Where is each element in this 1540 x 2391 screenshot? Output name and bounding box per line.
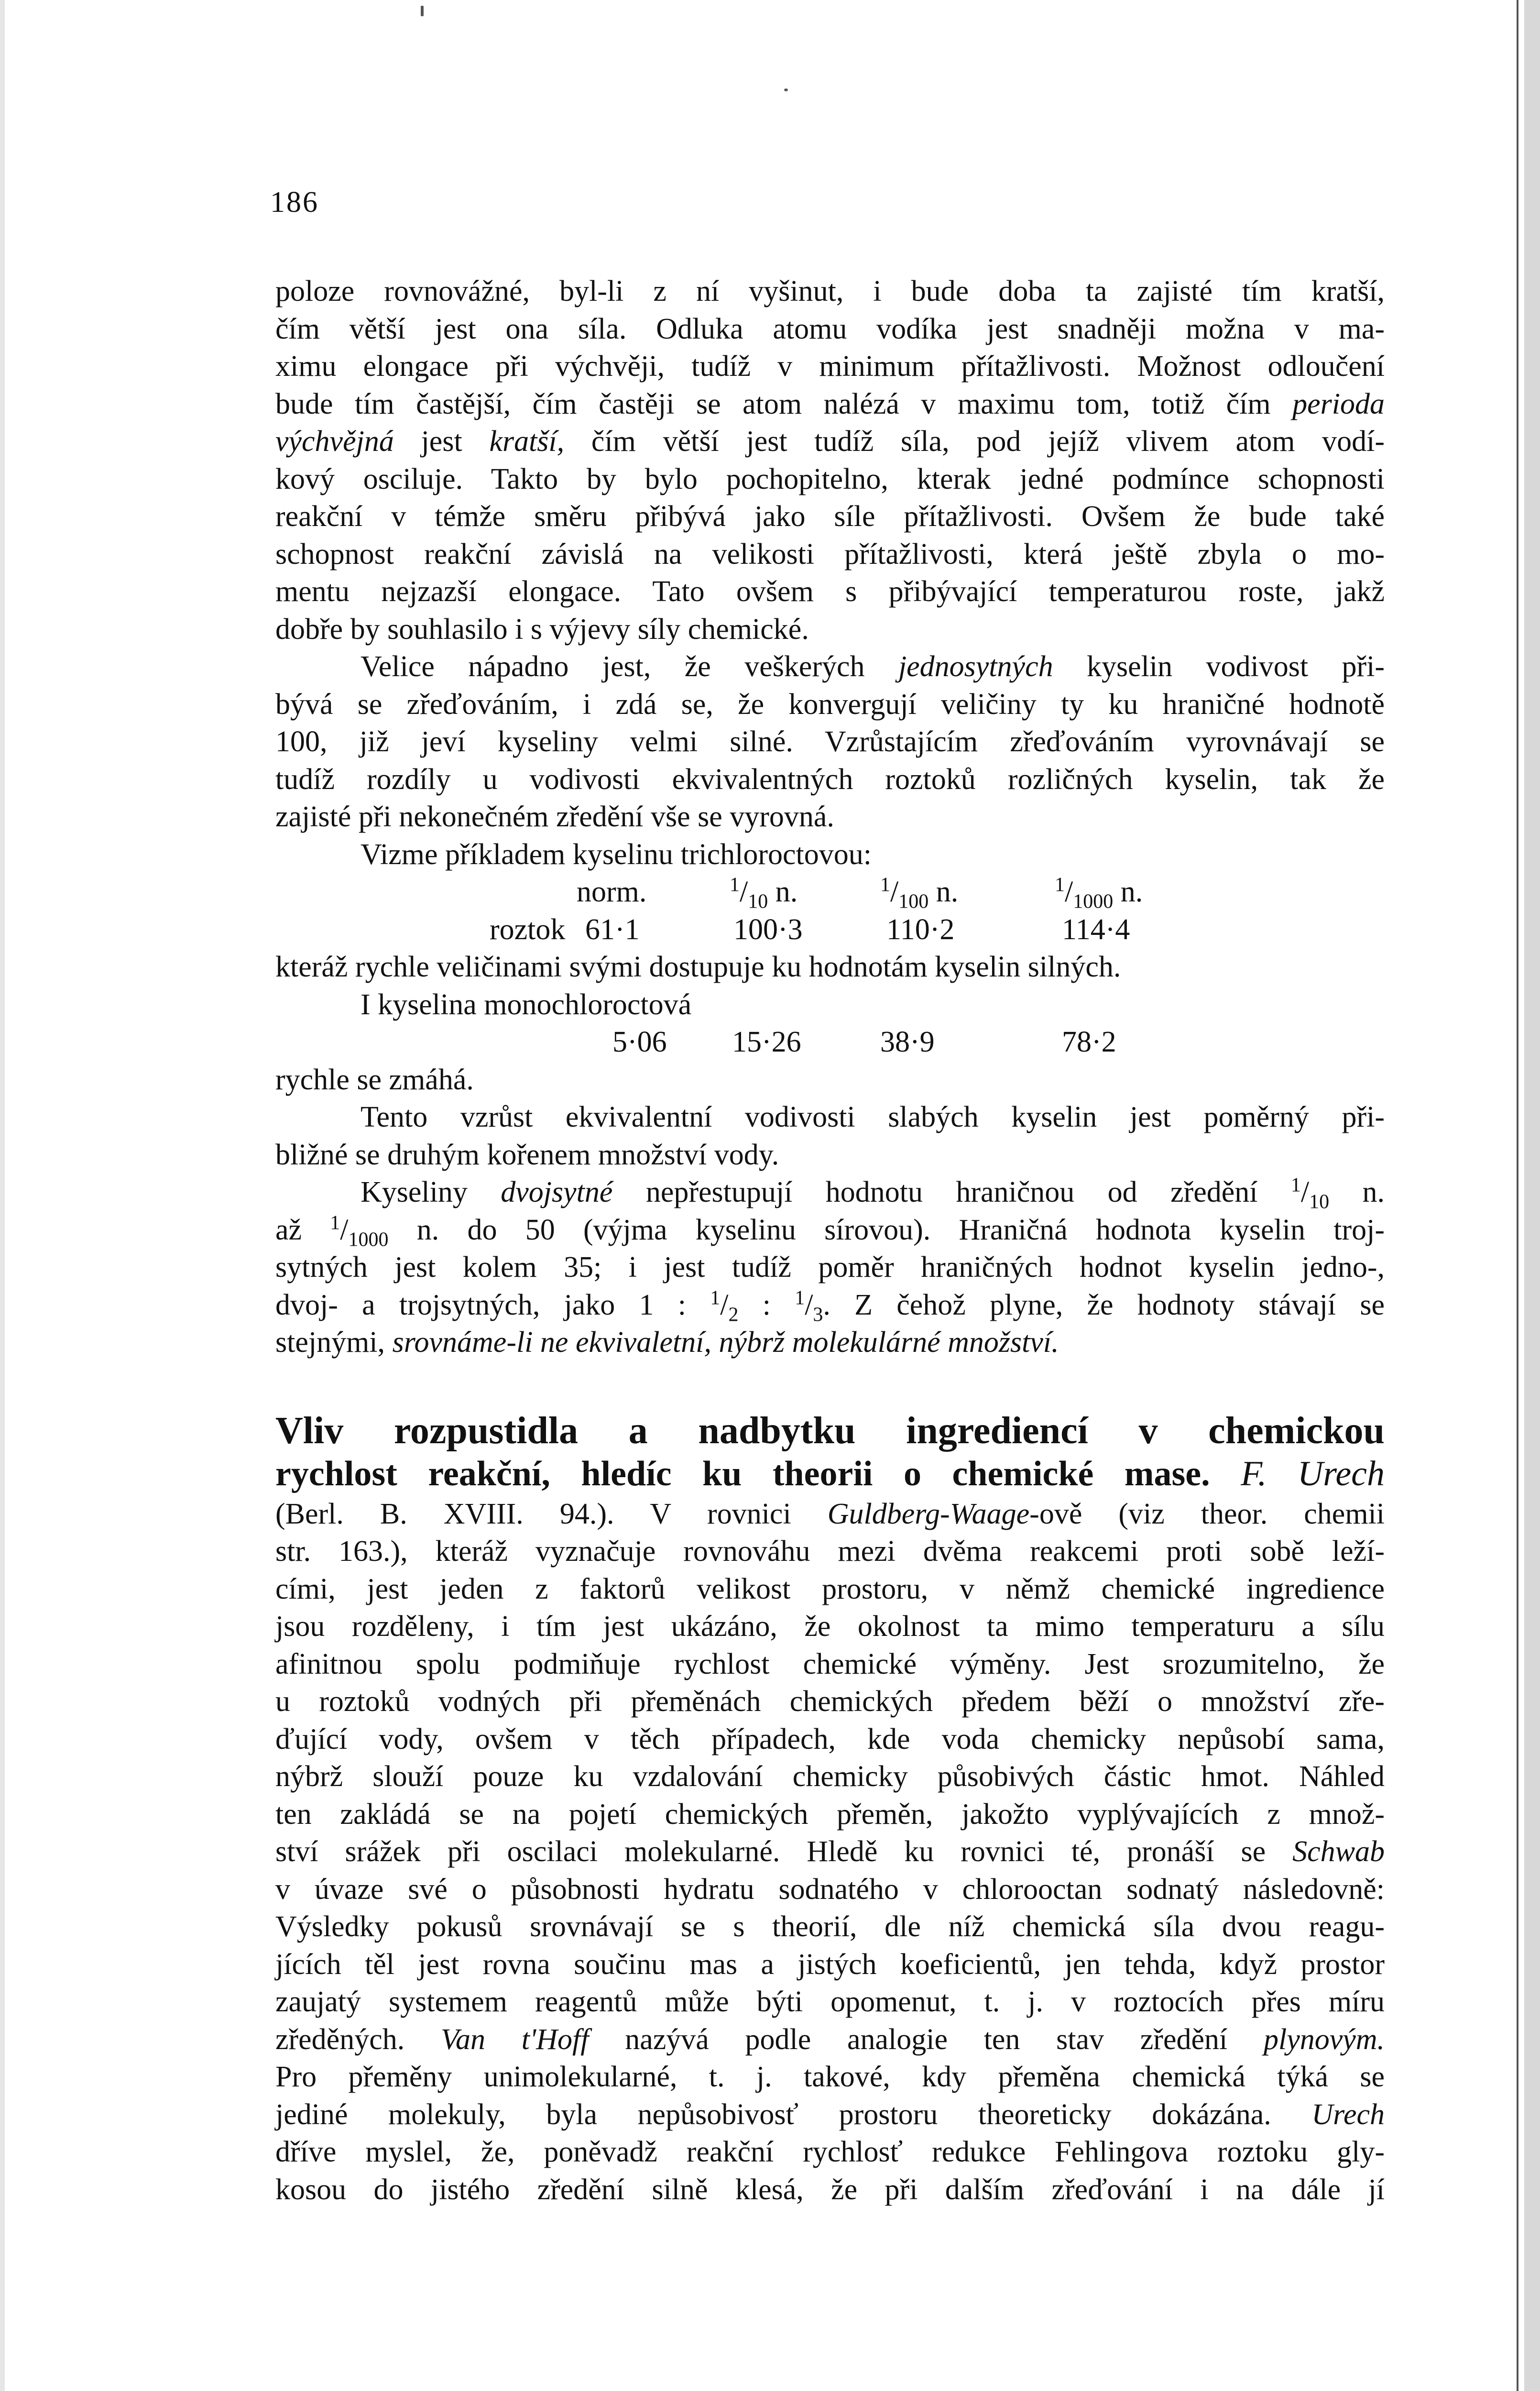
emphasis: Urech: [1311, 2098, 1385, 2131]
emphasis: dvojsytné: [501, 1176, 613, 1208]
text-line: str. 163.), kteráž vyznačuje rovnováhu mezi dvěma reakcemi proti sobě leží-: [275, 1535, 1385, 1568]
text-line: dříve myslel, že, poněvadž reakční rychlosť redukce Fehlingova roztoku gly-: [275, 2136, 1385, 2168]
text-line: kteráž rychle veličinami svými dostupuje ku hodnotám kyselin silných.: [275, 951, 1121, 983]
text-run: zředěných.: [275, 2023, 405, 2056]
text-line: ten zakládá se na pojetí chemických přeměn, jakožto vyplývajících z množ-: [275, 1798, 1385, 1831]
emphasis: výchvějná: [275, 425, 394, 458]
text-line: ďující vody, ovšem v těch případech, kde voda chemicky nepůsobí sama,: [275, 1722, 1385, 1755]
text-line: rychle se zmáhá.: [275, 1063, 474, 1096]
scan-speck: [784, 88, 788, 91]
emphasis: Guldberg-Waage: [827, 1497, 1030, 1530]
text-line: dobře by souhlasilo i s výjevy síly chemické.: [275, 613, 809, 646]
text-line: tudíž rozdíly u vodivosti ekvivalentných roztoků rozličných kyselin, tak že: [275, 763, 1385, 796]
table-cell: norm.: [577, 876, 647, 908]
table-cell: 110·2: [886, 913, 955, 946]
text-line: zaujatý systemem reagentů může býti opomenut, t. j. v roztocích přes míru: [275, 1985, 1385, 2018]
text-line: 100, již jeví kyseliny velmi silné. Vzrůstajícím zřeďováním vyrovnávají se: [275, 725, 1385, 758]
text-run: stejnými,: [275, 1326, 385, 1359]
table-header-row: [275, 873, 1385, 911]
text-line: cími, jest jeden z faktorů velikost prostoru, v němž chemické ingredience: [275, 1572, 1385, 1605]
text-line: ximu elongace při výchvěji, tudíž v minimum přítažlivosti. Možnost odloučení: [275, 350, 1385, 383]
text-line: Vizme příkladem kyselinu trichloroctovou:: [360, 838, 872, 871]
text-run: kyselin vodivost při-: [1087, 650, 1385, 683]
table-row: [275, 1023, 1385, 1061]
table-cell: $^1/_{100}$ n.: [880, 874, 959, 913]
author: F. Urech: [1241, 1454, 1385, 1493]
emphasis: perioda: [1292, 387, 1385, 420]
section-heading-text: rychlost reakční, hledíc ku theorii o chemické mase.: [275, 1454, 1210, 1493]
text-line: nýbrž slouží pouze ku vzdalování chemicky působivých částic hmot. Náhled: [275, 1760, 1385, 1793]
scan-right-rule: [1517, 0, 1518, 2391]
text-line: [275, 1495, 1385, 1533]
text-line: [275, 1833, 1385, 1871]
text-line: čím větší jest ona síla. Odluka atomu vodíka jest snadněji možna v ma-: [275, 312, 1385, 345]
text-line: dvoj- a trojsytných, jako 1 : $^1/_2$ : $^1/_3$. Z čehož plyne, že hodnoty stávají se: [275, 1286, 1385, 1326]
text-line: I kyselina monochloroctová: [360, 988, 692, 1021]
text-run: (Berl. B. XVIII. 94.). V rovnici: [275, 1497, 791, 1530]
text-line: mentu nejzazší elongace. Tato ovšem s přibývající temperaturou roste, jakž: [275, 575, 1385, 608]
text-run: Kyseliny: [360, 1176, 468, 1208]
text-line: až $^1/_{1000}$ n. do 50 (výjma kyselinu sírovou). Hraničná hodnota kyselin troj-: [275, 1211, 1385, 1250]
table-cell: 100·3: [733, 913, 803, 946]
text-run: -ově (viz theor. chemii: [1029, 1497, 1385, 1530]
table-row-label: roztok: [490, 913, 566, 946]
text-line: bližné se druhým kořenem množství vody.: [275, 1138, 779, 1171]
page-number: 186: [270, 186, 319, 219]
table-cell: 38·9: [880, 1026, 935, 1058]
text-line: poloze rovnovážné, byl-li z ní vyšinut, i bude doba ta zajisté tím kratší,: [275, 275, 1385, 307]
text-run: nepřestupují hodnotu hraničnou od zředění: [645, 1176, 1258, 1208]
text-run: nazývá podle analogie ten stav zředění: [625, 2023, 1228, 2056]
emphasis: Van t'Hoff: [440, 2023, 589, 2056]
text-line: [275, 2021, 1385, 2059]
text-run: až: [275, 1213, 302, 1246]
text-line: v úvaze své o působnosti hydratu sodnatého v chlorooctan sodnatý následovně:: [275, 1873, 1385, 1906]
table-cell: 114·4: [1062, 913, 1130, 946]
text-run: ství srážek při oscilaci molekularné. Hledě ku rovnici té, pronáší se: [275, 1835, 1266, 1868]
scan-right-edge: [1524, 0, 1540, 2391]
section-heading: Vliv rozpustidla a nadbytku ingrediencí v chemickou: [275, 1409, 1385, 1452]
text-line: Tento vzrůst ekvivalentní vodivosti slabých kyselin jest poměrný při-: [360, 1101, 1385, 1133]
emphasis: srovnáme-li ne ekvivaletní, nýbrž molekulárné množství.: [392, 1326, 1059, 1359]
emphasis: Schwab: [1292, 1835, 1385, 1868]
text-line: schopnost reakční závislá na velikosti přítažlivosti, která ještě zbyla o mo-: [275, 537, 1385, 570]
emphasis: plynovým.: [1263, 2023, 1385, 2056]
table-row: [275, 911, 1385, 949]
text-line: zajisté při nekonečném zředění vše se vyrovná.: [275, 801, 834, 833]
text-line: [275, 648, 1385, 686]
text-line: [275, 2096, 1385, 2134]
text-line: kosou do jistého zředění silně klesá, že při dalším zřeďování i na dále jí: [275, 2173, 1385, 2206]
text-line: reakční v témže směru přibývá jako síle přítažlivosti. Ovšem že bude také: [275, 500, 1385, 533]
text-run: jediné molekuly, byla nepůsobivosť prostoru theoreticky dokázána.: [275, 2098, 1271, 2131]
text-line: kový osciluje. Takto by bylo pochopitelno, kterak jedné podmínce schopnosti: [275, 462, 1385, 495]
text-line: jících těl jest rovna součinu mas a jistých koeficientů, jen tehda, když prostor: [275, 1948, 1385, 1981]
table-cell: 78·2: [1062, 1026, 1116, 1058]
table-cell: 5·06: [612, 1026, 667, 1058]
text-line: [275, 1324, 1385, 1361]
table-cell: 61·1: [585, 913, 640, 946]
page-body: [275, 273, 1385, 2208]
text-run: bude tím častější, čím častěji se atom nalézá v maximu tom, totiž čím: [275, 387, 1271, 420]
text-run: jest: [421, 425, 462, 458]
text-line: Kyseliny dvojsytné nepřestupují hodnotu hraničnou od zředění $^1/_{10}$ n.: [360, 1174, 1385, 1213]
text-run: Z čehož plyne, že hodnoty stávají se: [854, 1288, 1385, 1321]
text-line: [275, 385, 1385, 423]
text-line: sytných jest kolem 35; i jest tudíž poměr hraničných hodnot kyselin jedno-,: [275, 1251, 1385, 1283]
scan-left-edge: [0, 0, 5, 2391]
text-run: dvoj- a trojsytných, jako 1 :: [275, 1288, 687, 1321]
text-line: afinitnou spolu podmiňuje rychlost chemické výměny. Jest srozumitelno, že: [275, 1647, 1385, 1680]
text-line: Výsledky pokusů srovnávají se s theorií, dle níž chemická síla dvou reagu-: [275, 1910, 1385, 1943]
text-run: čím větší jest tudíž síla, pod jejíž vlivem atom vodí-: [591, 425, 1385, 458]
text-line: jsou rozděleny, i tím jest ukázáno, že okolnost ta mimo temperaturu a sílu: [275, 1610, 1385, 1643]
emphasis: kratší,: [489, 425, 565, 458]
scan-speck: [421, 6, 424, 16]
section-heading: [275, 1452, 1385, 1495]
text-line: u roztoků vodných při přeměnách chemických předem běží o množství zře-: [275, 1685, 1385, 1718]
table-cell: 15·26: [732, 1026, 801, 1058]
text-line: bývá se zřeďováním, i zdá se, že konvergují veličiny ty ku hraničné hodnotě: [275, 688, 1385, 721]
text-line: [275, 423, 1385, 461]
text-run: Velice nápadno jest, že veškerých: [360, 650, 865, 683]
table-cell: $^1/_{1000}$ n.: [1055, 874, 1143, 913]
text-line: Pro přeměny unimolekularné, t. j. takové, kdy přeměna chemická týká se: [275, 2061, 1385, 2093]
emphasis: jednosytných: [898, 650, 1053, 683]
text-run: n. do 50 (výjma kyselinu sírovou). Hraničná hodnota kyselin troj-: [416, 1213, 1385, 1246]
table-cell: $^1/_{10}$ n.: [730, 874, 798, 913]
